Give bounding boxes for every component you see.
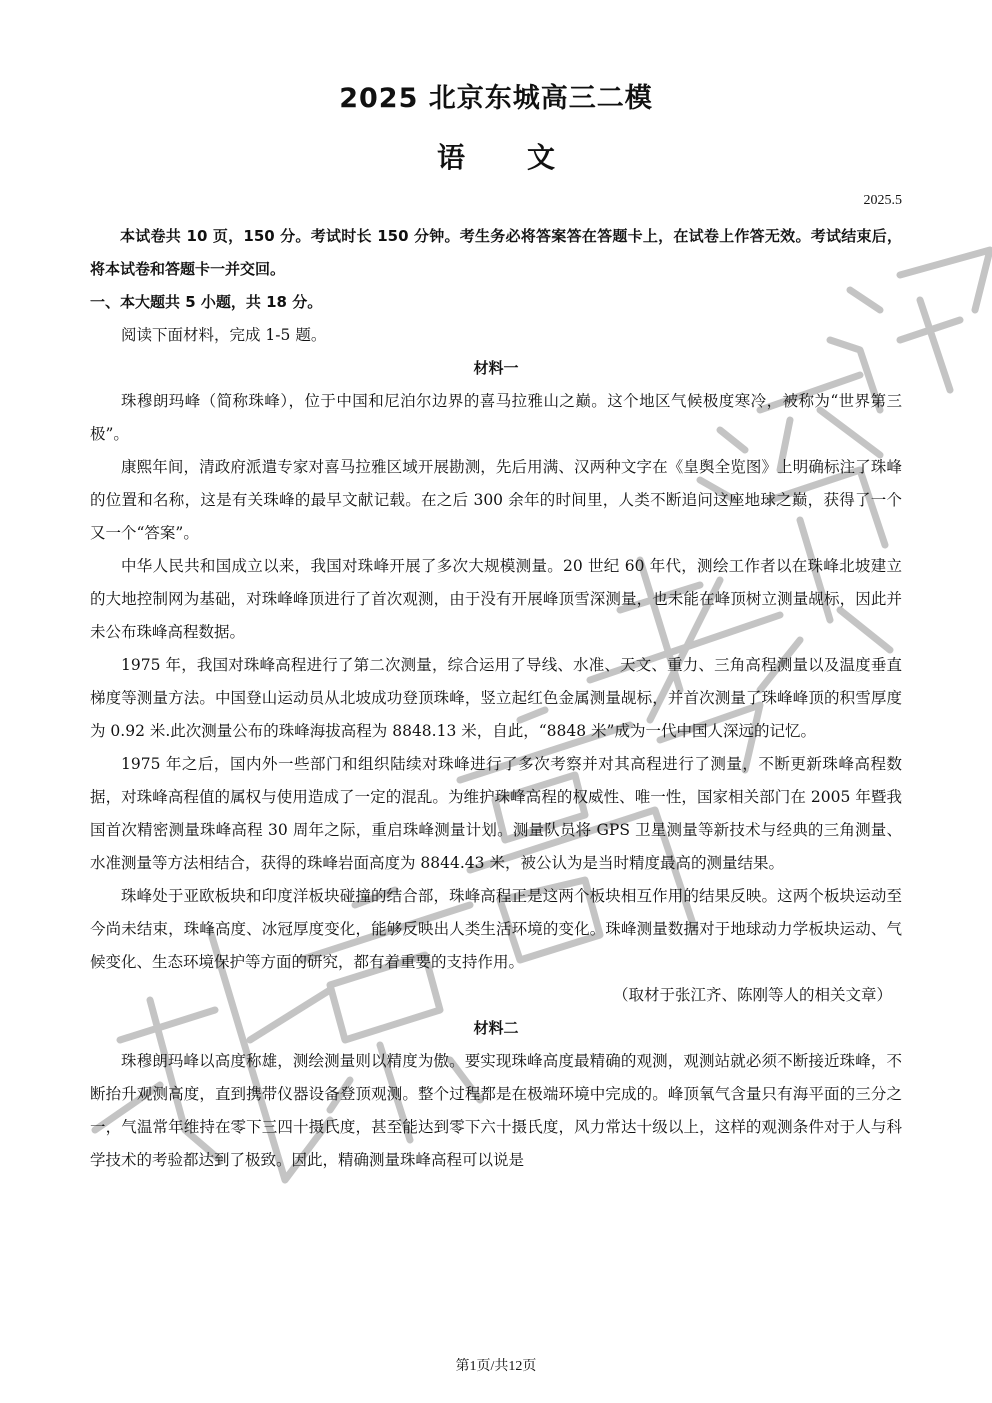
section-prompt: 阅读下面材料，完成 1-5 题。 [121,326,327,344]
exam-date: 2025.5 [863,193,902,208]
page-number: 第1页/共12页 [455,1359,537,1374]
material2-heading: 材料二 [473,1019,519,1037]
material1-paragraph: 中华人民共和国成立以来，我国对珠峰开展了多次大规模测量。20 世纪 60 年代，测绘工作者以在珠峰北坡建立的大地控制网为基础，对珠峰峰顶进行了首次观测，由于没有开展峰顶雪深测量，也未能在峰顶树立测量觇标，因此并未公布珠峰高程数据。 [90,557,902,641]
section-heading: 一、本大题共 5 小题，共 18 分。 [90,293,323,311]
material1-paragraph: 珠穆朗玛峰（简称珠峰），位于中国和尼泊尔边界的喜马拉雅山之巅。这个地区气候极度寒冷，被称为“世界第三极”。 [90,392,902,443]
material1-source: （取材于张江齐、陈刚等人的相关文章） [612,986,892,1004]
subject-title: 语文 [436,141,617,174]
material1-paragraph: 康熙年间，清政府派遣专家对喜马拉雅区域开展勘测，先后用满、汉两种文字在《皇舆全览图》上明确标注了珠峰的位置和名称，这是有关珠峰的最早文献记载。在之后 300 余年的时间里，人类不断追问这座地球之巅，获得了一个又一个“答案”。 [90,458,902,542]
material1-heading: 材料一 [473,359,519,377]
material1-paragraph: 1975 年之后，国内外一些部门和组织陆续对珠峰进行了多次考察并对其高程进行了测量，不断更新珠峰高程数据，对珠峰高程值的属权与使用造成了一定的混乱。为维护珠峰高程的权威性、唯一性，国家相关部门在 2005 年暨我国首次精密测量珠峰高程 30 周年之际，重启珠峰测量计划。测量队员将 GPS 卫星测量等新技术与经典的三角测量、水准测量等方法相结合，获得的珠峰岩面高度为 8844.43 米，被公认为是当时精度最高的测量结果。 [90,755,902,872]
material1-paragraph: 珠峰处于亚欧板块和印度洋板块碰撞的结合部，珠峰高程正是这两个板块相互作用的结果反映。这两个板块运动至今尚未结束，珠峰高度、冰冠厚度变化，能够反映出人类生活环境的变化。珠峰测量数据对于地球动力学板块运动、气候变化、生态环境保护等方面的研究，都有着重要的支持作用。 [90,887,902,971]
exam-title: 2025 北京东城高三二模 [339,83,653,114]
material1-paragraph: 1975 年，我国对珠峰高程进行了第二次测量，综合运用了导线、水准、天文、重力、三角高程测量以及温度垂直梯度等测量方法。中国登山运动员从北坡成功登顶珠峰，竖立起红色金属测量觇标，并首次测量了珠峰峰顶的积雪厚度为 0.92 米.此次测量公布的珠峰海拔高程为 8848.13 米，自此，“8848 米”成为一代中国人深远的记忆。 [90,656,902,740]
instructions: 本试卷共 10 页，150 分。考试时长 150 分钟。考生务必将答案答在答题卡上，在试卷上作答无效。考试结束后，将本试卷和答题卡一并交回。 [90,227,902,278]
exam-body [90,220,902,1177]
material2-paragraph: 珠穆朗玛峰以高度称雄，测绘测量则以精度为傲。要实现珠峰高度最精确的观测，观测站就必须不断接近珠峰，不断抬升观测高度，直到携带仪器设备登顶观测。整个过程都是在极端环境中完成的。峰顶氧气含量只有海平面的三分之一，气温常年维持在零下三四十摄氏度，甚至能达到零下六十摄氏度，风力常达十级以上，这样的观测条件对于人与科学技术的考验都达到了极致。因此，精确测量珠峰高程可以说是 [90,1052,902,1169]
